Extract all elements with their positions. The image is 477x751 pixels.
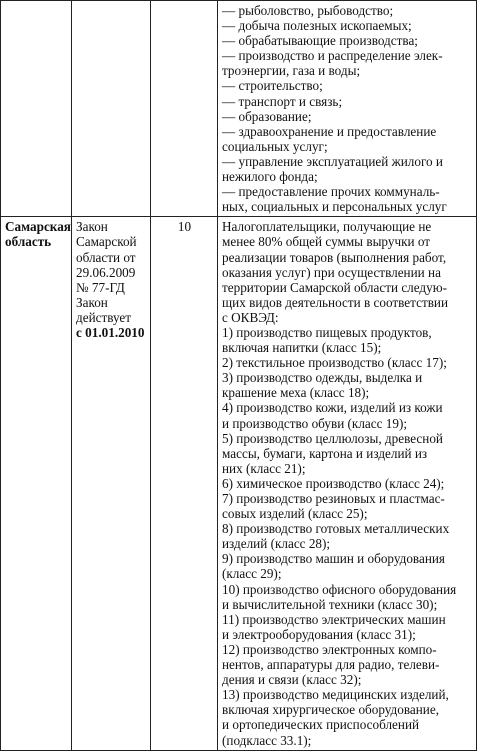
activity-line: 6) химическое производство (класс 24); xyxy=(222,475,445,491)
activity-line: и производство обуви (класс 19); xyxy=(222,415,408,431)
law-text-line: Самарской xyxy=(76,234,137,250)
activity-line: 3) производство одежды, выделка и xyxy=(222,370,423,386)
table-body xyxy=(1,1,477,751)
activity-line: и ортопедических приспособлений xyxy=(222,717,420,733)
activity-line: 2) текстильное производство (класс 17); xyxy=(222,355,447,371)
activity-line: ных, социальных и персональных услуг xyxy=(222,199,447,215)
activity-line: крашение меха (класс 18); xyxy=(222,385,370,401)
activity-cell xyxy=(218,1,477,217)
region-name-line: область xyxy=(5,234,52,250)
activity-line: изделий (класс 28); xyxy=(222,536,331,552)
law-text-line: действует xyxy=(76,309,132,325)
activity-cell xyxy=(218,217,477,750)
activity-line: 9) производство машин и оборудования xyxy=(222,551,445,567)
activity-line: 11) производство электрических машин xyxy=(222,611,446,627)
law-text-line: № 77-ГД xyxy=(76,279,125,295)
activity-line: массы, бумаги, картона и изделий из xyxy=(222,445,428,461)
activity-line: 8) производство готовых металлических xyxy=(222,521,450,537)
activity-line: территории Самарской области следую- xyxy=(222,279,447,295)
activity-line: (класс 29); xyxy=(222,566,282,582)
activity-line: совых изделий (класс 25); xyxy=(222,506,368,522)
activity-line: и вычислительной техники (класс 30); xyxy=(222,596,438,612)
law-text-line: области от xyxy=(76,249,136,265)
activity-line: — добыча полезных ископаемых; xyxy=(222,18,412,34)
activity-line: нентов, аппаратуры для радио, телеви- xyxy=(222,657,440,673)
tax-rate-value: 10 xyxy=(177,219,192,235)
activity-line: — рыболовство, рыбоводство; xyxy=(222,3,394,18)
activity-line: — образование; xyxy=(222,108,312,124)
activity-line: — обрабатывающие производства; xyxy=(222,33,418,49)
activity-line: нежилого фонда; xyxy=(222,169,318,185)
activity-line: оказания услуг) при осуществлении на xyxy=(222,264,441,280)
activity-line: с ОКВЭД: xyxy=(222,309,279,325)
law-cell xyxy=(72,1,151,217)
activity-line: реализации товаров (выполнения работ, xyxy=(222,249,447,265)
rate-cell xyxy=(151,1,218,217)
activity-line: менее 80% общей суммы выручки от xyxy=(222,234,431,250)
activity-line: 5) производство целлюлозы, древесной xyxy=(222,430,443,446)
activity-line: включая напитки (класс 15); xyxy=(222,340,382,356)
law-effective-date: с 01.01.2010 xyxy=(76,324,145,340)
region-name-line: Самарская xyxy=(5,219,71,235)
law-text-line: Закон xyxy=(76,219,108,235)
activity-line: дения и связи (класс 32); xyxy=(222,672,362,688)
activity-line: Налогоплательщики, получающие не xyxy=(222,219,432,235)
activity-line: них (класс 21); xyxy=(222,460,306,476)
activity-line: — транспорт и связь; xyxy=(222,93,343,109)
activity-line: 1) производство пищевых продуктов, xyxy=(222,324,432,340)
activity-line: — производство и распределение элек- xyxy=(222,48,443,64)
activity-line: 7) производство резиновых и пластмас- xyxy=(222,491,445,506)
activity-line: — управление эксплуатацией жилого и xyxy=(222,153,443,169)
law-text-line: Закон xyxy=(76,294,108,310)
activity-line: и электрооборудования (класс 31); xyxy=(222,626,416,642)
activity-line: включая хирургическое оборудование, xyxy=(222,702,439,718)
rate-cell xyxy=(151,217,218,750)
table-row xyxy=(1,1,477,217)
activity-line: социальных услуг; xyxy=(222,138,328,154)
activity-line: — предоставление прочих коммуналь- xyxy=(222,184,440,200)
activity-line: 13) производство медицинских изделий, xyxy=(222,687,449,703)
region-cell xyxy=(1,217,72,750)
activity-line: троэнергии, газа и воды; xyxy=(222,63,361,79)
activity-line: 12) производство электронных компо- xyxy=(222,641,437,657)
law-cell xyxy=(72,217,151,750)
region-cell xyxy=(1,1,72,217)
activity-line: — здравоохранение и предоставление xyxy=(222,123,437,139)
activity-line: (подкласс 33.1); xyxy=(222,732,312,748)
activity-line: щих видов деятельности в соответствии xyxy=(222,294,449,310)
table-row xyxy=(1,217,477,750)
activity-line: — строительство; xyxy=(222,78,323,94)
activity-line: 10) производство офисного оборудования xyxy=(222,581,457,597)
activity-line: 4) производство кожи, изделий из кожи xyxy=(222,400,443,416)
law-text-line: 29.06.2009 xyxy=(76,264,136,280)
